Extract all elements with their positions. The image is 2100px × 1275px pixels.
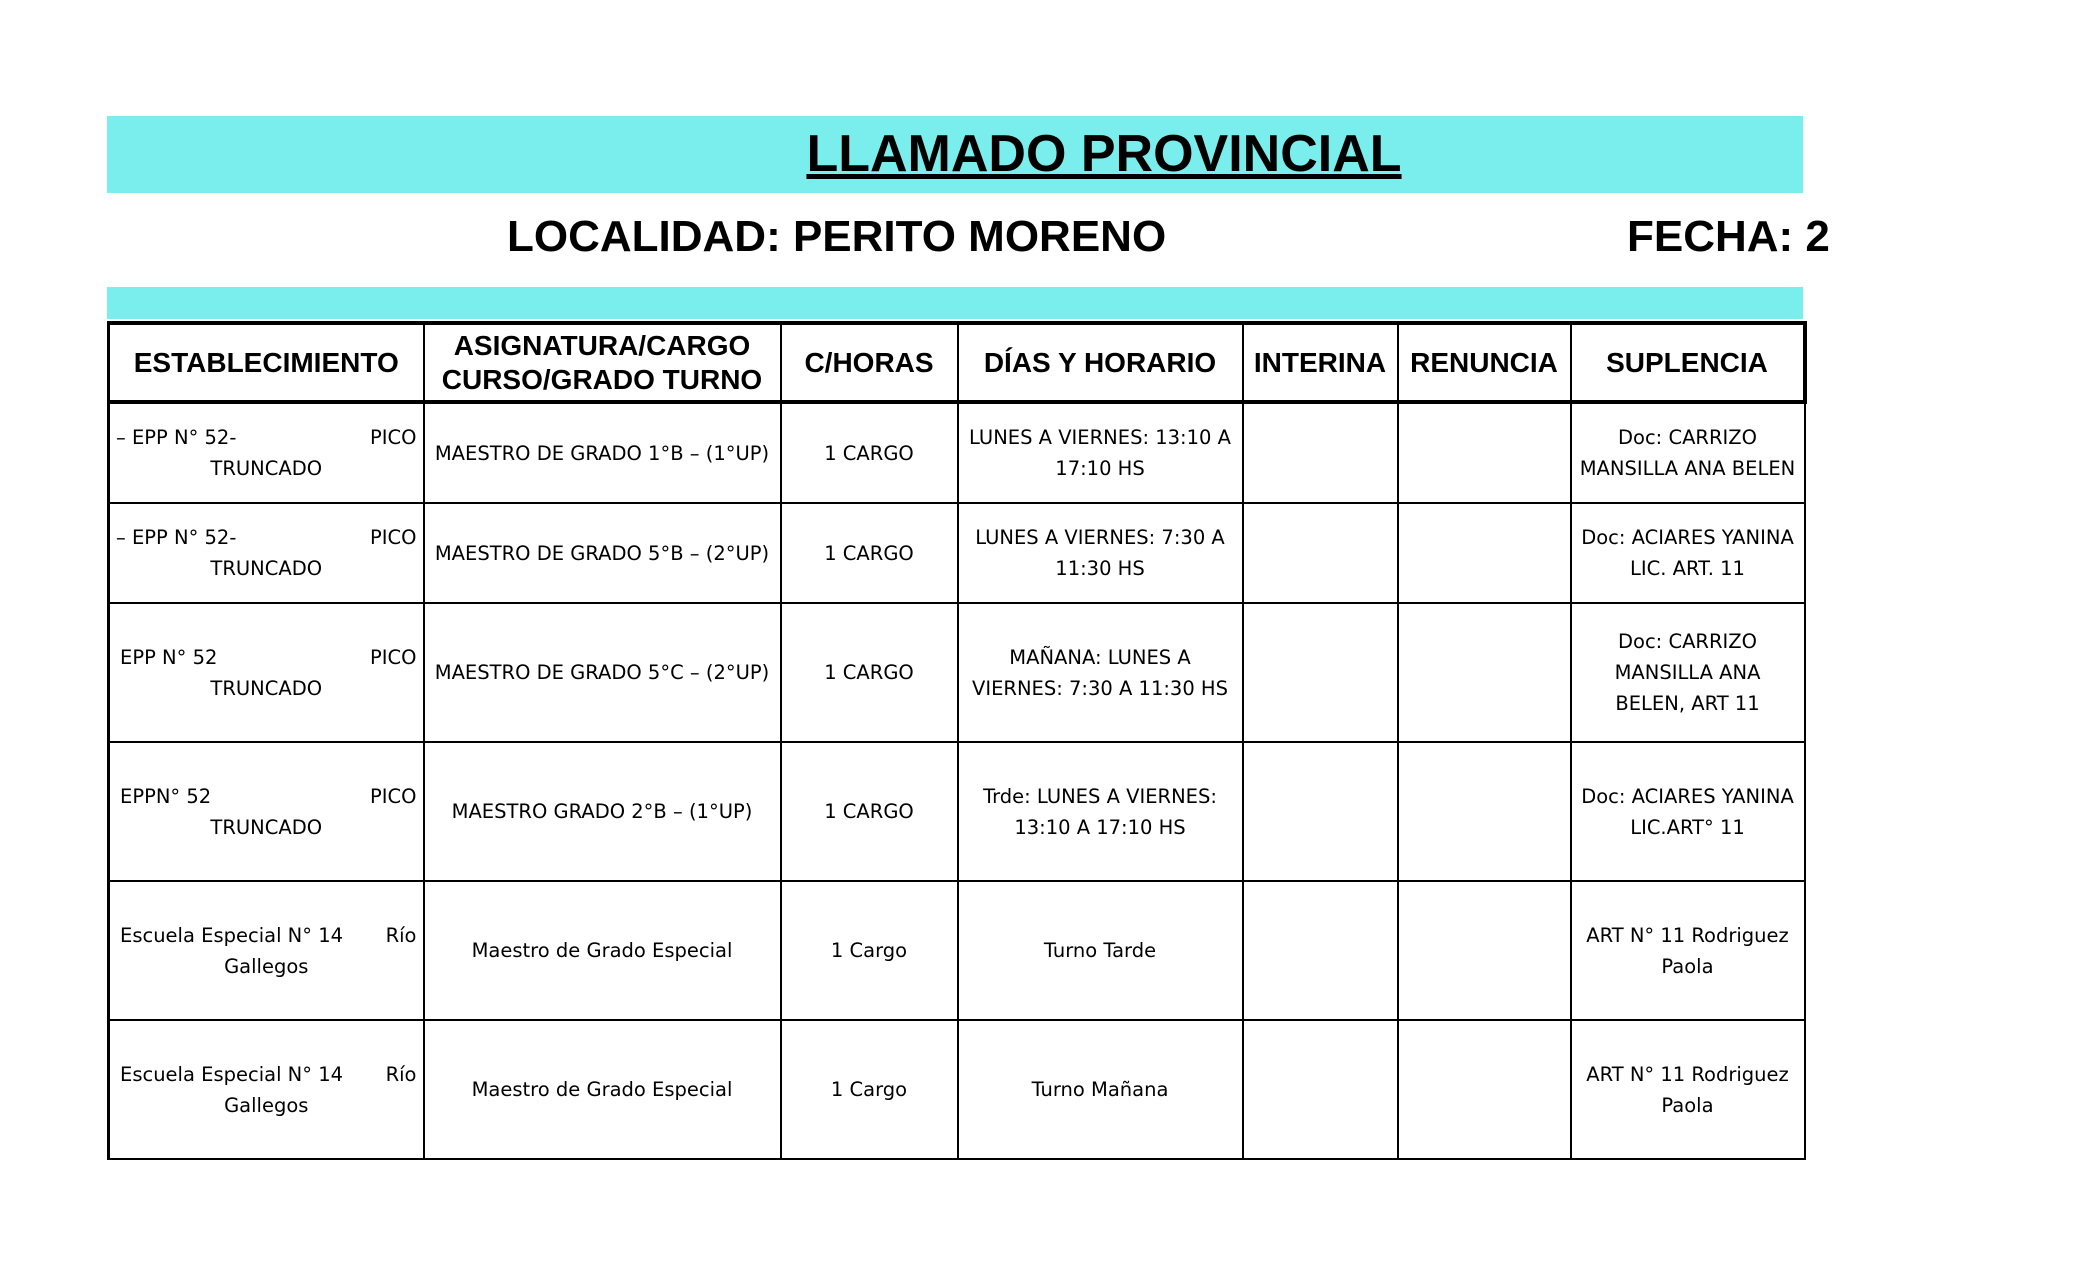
cell-dias: MAÑANA: LUNES A VIERNES: 7:30 A 11:30 HS (958, 603, 1243, 742)
cell-renuncia (1398, 881, 1571, 1020)
cell-horas: 1 CARGO (781, 503, 958, 603)
cell-asignatura: MAESTRO DE GRADO 5°C – (2°UP) (424, 603, 781, 742)
cell-interina (1243, 742, 1398, 881)
cell-suplencia: Doc: CARRIZO MANSILLA ANA BELEN, ART 11 (1571, 603, 1805, 742)
est-place: PICO (370, 784, 417, 808)
cell-establecimiento (109, 1020, 424, 1159)
cell-renuncia (1398, 742, 1571, 881)
table-header-row (109, 323, 1805, 402)
locality-label: LOCALIDAD: PERITO MORENO (507, 212, 1167, 261)
cell-horas: 1 CARGO (781, 742, 958, 881)
column-header-interina: INTERINA (1243, 323, 1398, 402)
est-name: EPP N° 52 (120, 645, 218, 669)
cell-renuncia (1398, 503, 1571, 603)
cell-interina (1243, 881, 1398, 1020)
document-sheet (107, 116, 1830, 1166)
table-row (109, 1020, 1805, 1159)
cell-establecimiento (109, 881, 424, 1020)
cell-establecimiento (109, 742, 424, 881)
cell-interina (1243, 603, 1398, 742)
cell-horas: 1 CARGO (781, 603, 958, 742)
est-place: Río (385, 923, 417, 947)
cell-renuncia (1398, 402, 1571, 503)
cell-renuncia (1398, 1020, 1571, 1159)
cell-asignatura: MAESTRO DE GRADO 1°B – (1°UP) (424, 402, 781, 503)
est-place: PICO (370, 526, 417, 549)
cell-suplencia: ART N° 11 Rodriguez Paola (1571, 1020, 1805, 1159)
cell-dias: Turno Mañana (958, 1020, 1243, 1159)
column-header-renuncia: RENUNCIA (1398, 323, 1571, 402)
est-name: Escuela Especial N° 14 (120, 923, 344, 947)
cell-suplencia: Doc: ACIARES YANINA LIC.ART° 11 (1571, 742, 1805, 881)
cell-dias: LUNES A VIERNES: 13:10 A 17:10 HS (958, 402, 1243, 503)
cell-suplencia: Doc: CARRIZO MANSILLA ANA BELEN (1571, 402, 1805, 503)
column-header-asignatura: ASIGNATURA/CARGO CURSO/GRADO TURNO (424, 323, 781, 402)
est-place-line2: Gallegos (224, 1093, 309, 1117)
vacancy-table (107, 321, 1807, 1160)
table-row (109, 603, 1805, 742)
cell-interina (1243, 1020, 1398, 1159)
est-place: PICO (370, 645, 417, 669)
cell-establecimiento (109, 503, 424, 603)
column-header-horas: C/HORAS (781, 323, 958, 402)
subtitle-row (107, 212, 1830, 282)
est-place-line2: Gallegos (224, 954, 309, 978)
cell-asignatura: MAESTRO GRADO 2°B – (1°UP) (424, 742, 781, 881)
cell-asignatura: Maestro de Grado Especial (424, 881, 781, 1020)
cell-horas: 1 CARGO (781, 402, 958, 503)
table-row (109, 742, 1805, 881)
est-name: Escuela Especial N° 14 (120, 1062, 344, 1086)
cell-dias: LUNES A VIERNES: 7:30 A 11:30 HS (958, 503, 1243, 603)
column-header-suplencia: SUPLENCIA (1571, 323, 1805, 402)
table-row (109, 402, 1805, 503)
cell-asignatura: MAESTRO DE GRADO 5°B – (2°UP) (424, 503, 781, 603)
cell-asignatura: Maestro de Grado Especial (424, 1020, 781, 1159)
cyan-band (107, 287, 1803, 319)
est-name: EPPN° 52 (120, 784, 212, 808)
est-place-line2: TRUNCADO (210, 815, 323, 839)
cell-renuncia (1398, 603, 1571, 742)
est-place-line2: TRUNCADO (210, 676, 323, 700)
cell-dias: Trde: LUNES A VIERNES: 13:10 A 17:10 HS (958, 742, 1243, 881)
cell-interina (1243, 402, 1398, 503)
cell-dias: Turno Tarde (958, 881, 1243, 1020)
est-place-line2: TRUNCADO (210, 457, 323, 480)
est-place-line2: TRUNCADO (210, 557, 323, 580)
table-row (109, 503, 1805, 603)
cell-horas: 1 Cargo (781, 1020, 958, 1159)
cell-establecimiento (109, 603, 424, 742)
est-name: – EPP N° 52- (116, 526, 237, 549)
cell-suplencia: Doc: ACIARES YANINA LIC. ART. 11 (1571, 503, 1805, 603)
cell-interina (1243, 503, 1398, 603)
cell-suplencia: ART N° 11 Rodriguez Paola (1571, 881, 1805, 1020)
column-header-dias: DÍAS Y HORARIO (958, 323, 1243, 402)
est-name: – EPP N° 52- (116, 426, 237, 449)
est-place: PICO (370, 426, 417, 449)
title-banner (107, 116, 1803, 193)
date-label: FECHA: 2 (1627, 212, 1830, 261)
page-title: LLAMADO PROVINCIAL (806, 125, 1402, 183)
table-row (109, 881, 1805, 1020)
cell-horas: 1 Cargo (781, 881, 958, 1020)
column-header-establecimiento: ESTABLECIMIENTO (109, 323, 424, 402)
est-place: Río (385, 1062, 417, 1086)
cell-establecimiento (109, 402, 424, 503)
